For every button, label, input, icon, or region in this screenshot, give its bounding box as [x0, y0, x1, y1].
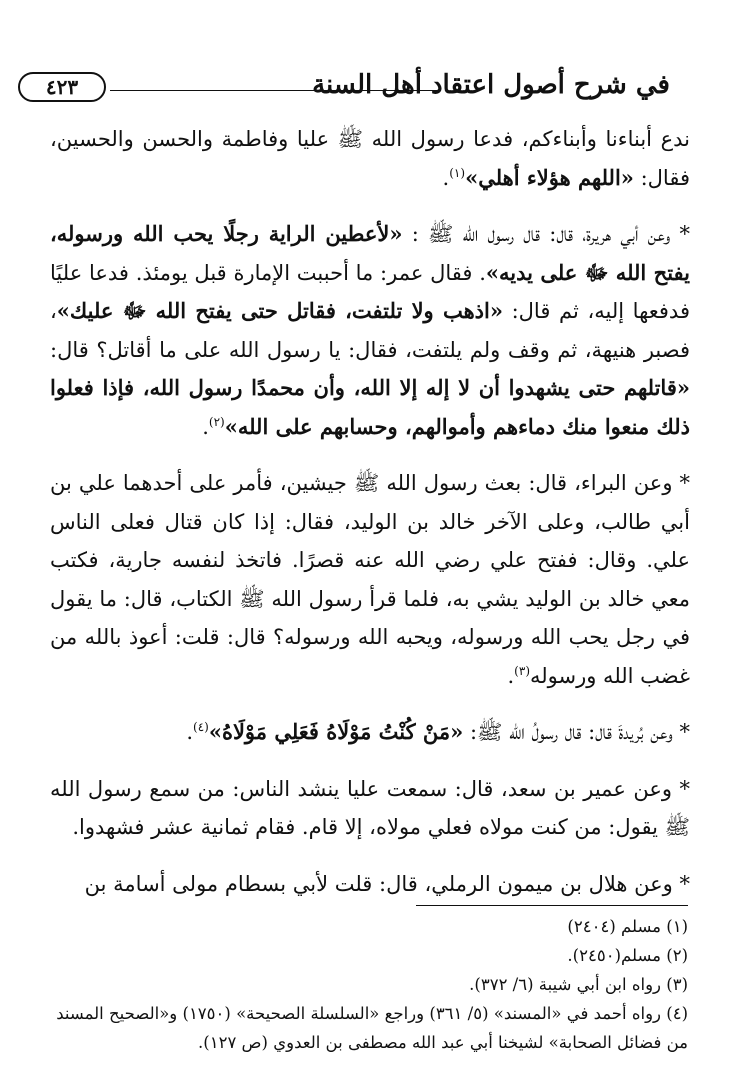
footnotes	[50, 912, 688, 1057]
page-number: ٤٢٣	[18, 72, 106, 102]
running-header	[18, 68, 670, 112]
paragraph-2: * وعن أبي هريرة، قال: قال رسول الله ﷺ : «لأعطين الراية رجلًا يحب الله ورسوله، يفتح الله ﷻ على يديه». فقال عمر: ما أحببت الإمارة قبل يومئذ. فدعا عليًا فدفعها إليه، ثم قال: «اذهب ولا تلتفت، فقاتل حتى يفتح الله ﷻ عليك»، فصبر هنيهة، ثم وقف ولم يلتفت، فقال: يا رسول الله على ما أقاتل؟ قال: «قاتلهم حتى يشهدوا أن لا إله إلا الله، وأن محمدًا رسول الله، فإذا فعلوا ذلك منعوا منك دماءهم وأموالهم، وحسابهم على الله»$^{(٢)}$.	[50, 221, 690, 439]
header-rule	[110, 90, 438, 91]
footnote-rule	[416, 905, 688, 906]
paragraph-4: * وعن بُريدةَ قال: قال رسولُ الله ﷺ: «مَنْ كُنْتُ مَوْلَاهُ فَعَلِي مَوْلَاهُ»$^{(٤)}$.	[186, 719, 690, 744]
paragraph-6: * وعن هلال بن ميمون الرملي، قال: قلت لأبي بسطام مولى أسامة بن	[84, 871, 690, 896]
header-title: في شرح أصول اعتقاد أهل السنة	[312, 70, 670, 100]
footnote-3: (٣) رواه ابن أبي شيبة (٦/ ٣٧٢).	[469, 975, 688, 994]
paragraph-5: * وعن عمير بن سعد، قال: سمعت عليا ينشد الناس: من سمع رسول الله ﷺ يقول: من كنت مولاه فعلي مولاه، إلا قام. فقام ثمانية عشر فشهدوا.	[50, 776, 690, 839]
footnote-4: (٤) رواه أحمد في «المسند» (٥/ ٣٦١) وراجع «السلسلة الصحيحة» (١٧٥٠) و«الصحيح المسند من فضائل الصحابة» لشيخنا أبي عبد الله مصطفى بن العدوي (ص ١٢٧).	[56, 1004, 688, 1052]
footnote-2: (٢) مسلم(٢٤٥٠).	[567, 946, 688, 965]
body-text	[50, 120, 690, 903]
footnote-1: (١) مسلم (٢٤٠٤)	[567, 917, 688, 936]
paragraph-1: ندع أبناءنا وأبناءكم، فدعا رسول الله ﷺ عليا وفاطمة والحسن والحسين، فقال: «اللهم هؤلاء أهلي»$^{(١)}$.	[50, 127, 690, 190]
paragraph-3: * وعن البراء، قال: بعث رسول الله ﷺ جيشين، فأمر على أحدهما علي بن أبي طالب، وعلى الآخر خالد بن الوليد، فقال: إذا كان قتال فعلى الناس علي. وقال: ففتح علي رضي الله عنه قصرًا. فاتخذ لنفسه جارية، فكتب معي خالد بن الوليد يشي به، فلما قرأ رسول الله ﷺ الكتاب، قال: ما يقول في رجل يحب الله ورسوله، ويحبه الله ورسوله؟ قال: قلت: أعوذ بالله من غضب الله ورسوله$^{(٣)}$.	[50, 471, 690, 688]
